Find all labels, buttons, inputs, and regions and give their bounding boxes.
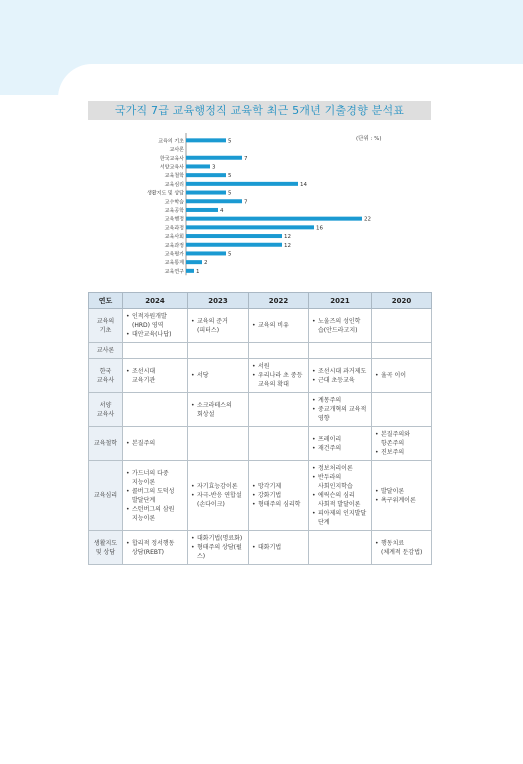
value-label: 7: [244, 155, 248, 162]
category-label: 교육과정: [164, 242, 184, 249]
table-cell: [123, 359, 188, 393]
list-item: • 가드너의 다중 지능이론: [126, 469, 184, 487]
list-item: • 진보주의: [375, 448, 428, 457]
value-label: 5: [228, 251, 232, 258]
category-label: 한국교육사: [159, 155, 184, 162]
category-label: 교육철학: [164, 173, 184, 180]
column-header: 2022: [249, 293, 309, 309]
value-label: 16: [316, 225, 323, 232]
row-category: 한국 교육사: [89, 359, 123, 393]
list-item: • 자극-반응 연합설 (손다이크): [191, 491, 245, 509]
table-cell: [309, 461, 372, 531]
table-cell: [309, 427, 372, 461]
value-label: 5: [228, 190, 232, 197]
category-label: 교육연구: [164, 268, 184, 275]
table-row: [89, 427, 432, 461]
list-item: • 본질주의와 항존주의: [375, 430, 428, 448]
category-label: 교육심리: [164, 181, 184, 188]
row-category: 교사론: [89, 343, 123, 359]
unit-label: (단위 : %): [356, 136, 382, 142]
column-header: 2020: [372, 293, 432, 309]
list-item: • 합리적 정서행동 상담(REBT): [126, 539, 184, 557]
bar: [186, 243, 282, 247]
list-item: • 스턴버그의 삼원 지능이론: [126, 505, 184, 523]
table-cell: [309, 343, 372, 359]
bar: [186, 156, 242, 160]
list-item: • 욕구위계이론: [375, 496, 428, 505]
table-cell: [188, 461, 249, 531]
table-cell: [372, 309, 432, 343]
value-label: 2: [204, 260, 208, 267]
table-row: [89, 359, 432, 393]
bar: [186, 217, 362, 221]
category-label: 교육사회: [164, 234, 184, 241]
bar: [186, 199, 242, 203]
table-cell: [249, 427, 309, 461]
table-cell: [309, 359, 372, 393]
table-cell: [249, 343, 309, 359]
bar: [186, 191, 226, 195]
table-cell: [309, 309, 372, 343]
table-cell: [372, 359, 432, 393]
list-item: • 교육의 비유: [252, 321, 305, 330]
list-item: • 소크라테스의 회상설: [191, 401, 245, 419]
list-item: • 정보처리이론: [312, 464, 368, 473]
category-label: 교육통계: [164, 260, 184, 267]
table-row: [89, 531, 432, 565]
value-label: 5: [228, 138, 232, 145]
list-item: • 인적자원개발 (HRD) 영역: [126, 312, 184, 330]
bar: [186, 164, 210, 168]
category-label: 교육평가: [164, 251, 184, 258]
bar: [186, 234, 282, 238]
table-cell: [372, 393, 432, 427]
table-cell: [188, 531, 249, 565]
table-cell: [188, 343, 249, 359]
value-label: 7: [244, 199, 248, 206]
row-category: 서양 교육사: [89, 393, 123, 427]
table-cell: [123, 531, 188, 565]
list-item: • 행동치료 (체계적 둔감법): [375, 539, 428, 557]
category-label: 교사론: [169, 147, 184, 154]
row-category: 교육철학: [89, 427, 123, 461]
column-header: 연도: [89, 293, 123, 309]
list-item: • 대화기법(명료화): [191, 534, 245, 543]
table-cell: [123, 309, 188, 343]
table-cell: [188, 393, 249, 427]
value-label: 22: [364, 216, 371, 223]
value-label: 12: [284, 234, 291, 241]
bar: [186, 260, 202, 264]
list-item: • 피아제의 인지발달 단계: [312, 509, 368, 527]
table-cell: [372, 531, 432, 565]
list-item: • 교육의 준거 (피터스): [191, 317, 245, 335]
document-title: 국가직 7급 교육행정직 교육학 최근 5개년 기출경향 분석표: [88, 101, 431, 120]
table-cell: [188, 309, 249, 343]
table-cell: [372, 343, 432, 359]
category-label: 교육과정: [164, 225, 184, 232]
list-item: • 강화기법: [252, 491, 305, 500]
value-label: 4: [220, 207, 224, 214]
trend-table: [88, 292, 432, 565]
trend-bar-chart: [120, 132, 380, 280]
table-cell: [249, 393, 309, 427]
value-label: 3: [212, 164, 216, 171]
category-label: 교육행정: [164, 216, 184, 223]
list-item: • 조선시대 교육기관: [126, 367, 184, 385]
table-cell: [123, 461, 188, 531]
table-cell: [188, 359, 249, 393]
category-label: 교육의 기초: [158, 138, 184, 145]
table-cell: [309, 393, 372, 427]
category-label: 교수학습: [164, 199, 184, 206]
bar: [186, 208, 218, 212]
table-cell: [372, 461, 432, 531]
row-category: 생활지도 및 상담: [89, 531, 123, 565]
bar: [186, 173, 226, 177]
list-item: • 우리나라 초 중등 교육의 확대: [252, 371, 305, 389]
list-item: • 자기효능감이론: [191, 482, 245, 491]
table-cell: [249, 461, 309, 531]
category-label: 서양교육사: [159, 164, 184, 171]
bar: [186, 251, 226, 255]
table-row: [89, 461, 432, 531]
column-header: 2021: [309, 293, 372, 309]
list-item: • 재건주의: [312, 444, 368, 453]
value-label: 14: [300, 181, 307, 188]
list-item: • 콜버그의 도덕성 발달단계: [126, 487, 184, 505]
bar: [186, 225, 314, 229]
value-label: 5: [228, 173, 232, 180]
table-cell: [123, 427, 188, 461]
table-row: [89, 309, 432, 343]
table-cell: [123, 343, 188, 359]
table-row: [89, 343, 432, 359]
list-item: • 반두라의 사회인지학습: [312, 473, 368, 491]
row-category: 교육심리: [89, 461, 123, 531]
table-row: [89, 393, 432, 427]
value-label: 1: [196, 268, 200, 275]
list-item: • 발달이론: [375, 487, 428, 496]
list-item: • 에릭슨의 심리 사회적 발달이론: [312, 491, 368, 509]
list-item: • 계몽주의: [312, 396, 368, 405]
table-cell: [249, 531, 309, 565]
list-item: • 율곡 이이: [375, 371, 428, 380]
table-cell: [372, 427, 432, 461]
bar: [186, 182, 298, 186]
category-label: 교육공학: [164, 207, 184, 214]
list-item: • 노울즈의 성인학 습(안드라고지): [312, 317, 368, 335]
column-header: 2024: [123, 293, 188, 309]
value-label: 12: [284, 242, 291, 249]
list-item: • 조선시대 과거제도: [312, 367, 368, 376]
list-item: • 형태주의 상담(펄스): [191, 543, 245, 561]
category-label: 생활지도 및 상담: [147, 190, 184, 197]
list-item: • 형태주의 심리학: [252, 500, 305, 509]
table-cell: [249, 309, 309, 343]
table-header-row: [89, 293, 432, 309]
table-cell: [249, 359, 309, 393]
list-item: • 본질주의: [126, 439, 184, 448]
column-header: 2023: [188, 293, 249, 309]
list-item: • 서당: [191, 371, 245, 380]
list-item: • 대안교육(나답): [126, 330, 184, 339]
list-item: • 대화기법: [252, 543, 305, 552]
list-item: • 중교개혁의 교육적 영향: [312, 405, 368, 423]
table-cell: [123, 393, 188, 427]
table-cell: [188, 427, 249, 461]
bar: [186, 138, 226, 142]
table-cell: [309, 531, 372, 565]
row-category: 교육의 기초: [89, 309, 123, 343]
list-item: • 근대 초등교육: [312, 376, 368, 385]
list-item: • 망각기제: [252, 482, 305, 491]
list-item: • 서원: [252, 362, 305, 371]
bar: [186, 269, 194, 273]
list-item: • 프레이리: [312, 435, 368, 444]
